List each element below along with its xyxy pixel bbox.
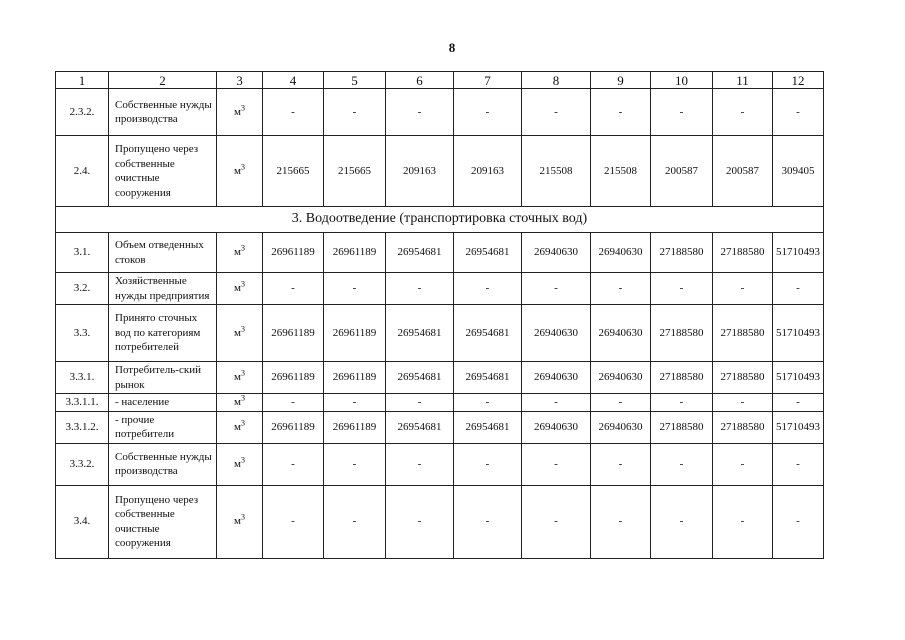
value-cell: - <box>263 89 324 136</box>
row-code: 3.1. <box>56 233 109 273</box>
value-cell: - <box>651 273 713 305</box>
section-header-row <box>56 207 824 233</box>
value-cell: 26954681 <box>454 411 522 443</box>
value-cell: - <box>263 394 324 412</box>
value-cell: - <box>386 443 454 485</box>
unit-exponent: 3 <box>240 243 245 253</box>
value-cell: 26940630 <box>522 233 591 273</box>
value-cell: - <box>522 485 591 558</box>
table-row <box>56 273 824 305</box>
value-cell: 26940630 <box>591 233 651 273</box>
row-code: 2.3.2. <box>56 89 109 136</box>
row-label: - население <box>109 394 217 412</box>
column-header: 2 <box>109 72 217 89</box>
value-cell: - <box>386 485 454 558</box>
table-row <box>56 411 824 443</box>
unit-cell <box>217 394 263 412</box>
column-header: 12 <box>773 72 824 89</box>
value-cell: - <box>324 443 386 485</box>
column-header: 11 <box>713 72 773 89</box>
unit-base: м <box>234 420 241 433</box>
value-cell: 26954681 <box>454 233 522 273</box>
value-cell: 26961189 <box>263 362 324 394</box>
value-cell: - <box>591 485 651 558</box>
value-cell: - <box>324 89 386 136</box>
value-cell: 51710493 <box>773 305 824 362</box>
value-cell: - <box>386 273 454 305</box>
value-cell: 27188580 <box>651 362 713 394</box>
row-code: 3.3.2. <box>56 443 109 485</box>
value-cell: 26954681 <box>454 362 522 394</box>
row-code: 3.2. <box>56 273 109 305</box>
unit-base: м <box>234 396 241 408</box>
data-table <box>55 71 824 559</box>
unit-exponent: 3 <box>240 103 245 113</box>
column-header: 1 <box>56 72 109 89</box>
value-cell: 26940630 <box>522 362 591 394</box>
column-header: 8 <box>522 72 591 89</box>
table-row <box>56 485 824 558</box>
row-code: 2.4. <box>56 136 109 207</box>
value-cell: 26954681 <box>386 305 454 362</box>
value-cell: 51710493 <box>773 411 824 443</box>
unit-exponent: 3 <box>240 279 245 289</box>
value-cell: 215665 <box>324 136 386 207</box>
value-cell: 51710493 <box>773 233 824 273</box>
value-cell: - <box>454 89 522 136</box>
row-label: Пропущено через собственные очистные сооружения <box>109 136 217 207</box>
value-cell: - <box>591 89 651 136</box>
column-header: 7 <box>454 72 522 89</box>
row-label: Принято сточных вод по категориям потребителей <box>109 305 217 362</box>
value-cell: - <box>263 443 324 485</box>
row-label: Хозяйственные нужды предприятия <box>109 273 217 305</box>
value-cell: - <box>386 394 454 412</box>
value-cell: - <box>773 273 824 305</box>
value-cell: - <box>773 485 824 558</box>
table-row <box>56 233 824 273</box>
unit-cell <box>217 233 263 273</box>
value-cell: 27188580 <box>651 305 713 362</box>
unit-base: м <box>234 105 241 118</box>
value-cell: - <box>591 443 651 485</box>
value-cell: 27188580 <box>651 233 713 273</box>
value-cell: - <box>263 273 324 305</box>
value-cell: 26954681 <box>386 362 454 394</box>
unit-cell <box>217 136 263 207</box>
header-row <box>56 72 824 89</box>
value-cell: 26954681 <box>454 305 522 362</box>
value-cell: 209163 <box>454 136 522 207</box>
value-cell: - <box>651 485 713 558</box>
value-cell: - <box>651 89 713 136</box>
value-cell: - <box>713 89 773 136</box>
table-row <box>56 362 824 394</box>
row-label: - прочие потребители <box>109 411 217 443</box>
unit-exponent: 3 <box>240 324 245 334</box>
value-cell: 26961189 <box>324 233 386 273</box>
value-cell: 200587 <box>713 136 773 207</box>
unit-cell <box>217 305 263 362</box>
value-cell: - <box>713 394 773 412</box>
value-cell: 26940630 <box>591 411 651 443</box>
value-cell: 215508 <box>591 136 651 207</box>
value-cell: 209163 <box>386 136 454 207</box>
value-cell: - <box>386 89 454 136</box>
unit-cell <box>217 362 263 394</box>
value-cell: - <box>522 89 591 136</box>
value-cell: - <box>591 273 651 305</box>
value-cell: - <box>324 394 386 412</box>
page-number: 8 <box>448 40 456 55</box>
row-code: 3.4. <box>56 485 109 558</box>
value-cell: - <box>713 273 773 305</box>
column-header: 3 <box>217 72 263 89</box>
value-cell: - <box>713 485 773 558</box>
table-row <box>56 394 824 412</box>
unit-exponent: 3 <box>240 368 245 378</box>
value-cell: - <box>324 485 386 558</box>
row-label: Пропущено через собственные очистные сооружения <box>109 485 217 558</box>
row-label: Собственные нужды производства <box>109 89 217 136</box>
value-cell: - <box>454 485 522 558</box>
value-cell: 27188580 <box>651 411 713 443</box>
value-cell: 26954681 <box>386 411 454 443</box>
table-row <box>56 89 824 136</box>
unit-cell <box>217 273 263 305</box>
value-cell: 309405 <box>773 136 824 207</box>
value-cell: 51710493 <box>773 362 824 394</box>
value-cell: - <box>263 485 324 558</box>
value-cell: 26954681 <box>386 233 454 273</box>
row-label: Собственные нужды производства <box>109 443 217 485</box>
row-label: Объем отведенных стоков <box>109 233 217 273</box>
table-row <box>56 136 824 207</box>
unit-exponent: 3 <box>240 393 245 403</box>
column-header: 4 <box>263 72 324 89</box>
value-cell: - <box>713 443 773 485</box>
column-header: 6 <box>386 72 454 89</box>
unit-cell <box>217 89 263 136</box>
value-cell: 26940630 <box>591 362 651 394</box>
table-row <box>56 443 824 485</box>
value-cell: - <box>324 273 386 305</box>
value-cell: - <box>454 394 522 412</box>
row-label: Потребитель-ский рынок <box>109 362 217 394</box>
unit-exponent: 3 <box>240 455 245 465</box>
value-cell: - <box>454 443 522 485</box>
value-cell: - <box>773 443 824 485</box>
unit-exponent: 3 <box>240 162 245 172</box>
value-cell: 26940630 <box>591 305 651 362</box>
row-code: 3.3.1.2. <box>56 411 109 443</box>
column-header: 10 <box>651 72 713 89</box>
row-code: 3.3.1. <box>56 362 109 394</box>
value-cell: 26961189 <box>263 305 324 362</box>
unit-base: м <box>234 515 241 528</box>
value-cell: 27188580 <box>713 233 773 273</box>
column-header: 9 <box>591 72 651 89</box>
unit-cell <box>217 443 263 485</box>
value-cell: 200587 <box>651 136 713 207</box>
value-cell: - <box>454 273 522 305</box>
value-cell: 27188580 <box>713 411 773 443</box>
column-header: 5 <box>324 72 386 89</box>
value-cell: 26961189 <box>263 233 324 273</box>
value-cell: 26940630 <box>522 305 591 362</box>
value-cell: - <box>522 443 591 485</box>
value-cell: - <box>522 273 591 305</box>
row-code: 3.3.1.1. <box>56 394 109 412</box>
value-cell: 215508 <box>522 136 591 207</box>
unit-cell <box>217 411 263 443</box>
value-cell: 215665 <box>263 136 324 207</box>
unit-base: м <box>234 457 241 470</box>
value-cell: - <box>773 394 824 412</box>
unit-base: м <box>234 282 241 295</box>
value-cell: 26940630 <box>522 411 591 443</box>
value-cell: - <box>591 394 651 412</box>
row-code: 3.3. <box>56 305 109 362</box>
unit-base: м <box>234 164 241 177</box>
unit-base: м <box>234 371 241 384</box>
unit-exponent: 3 <box>240 418 245 428</box>
value-cell: - <box>773 89 824 136</box>
value-cell: - <box>522 394 591 412</box>
value-cell: 27188580 <box>713 305 773 362</box>
unit-exponent: 3 <box>240 512 245 522</box>
table-row <box>56 305 824 362</box>
value-cell: 26961189 <box>324 411 386 443</box>
value-cell: 26961189 <box>324 362 386 394</box>
section-title: 3. Водоотведение (транспортировка сточных вод) <box>56 207 824 233</box>
unit-base: м <box>234 246 241 259</box>
value-cell: 26961189 <box>324 305 386 362</box>
value-cell: 27188580 <box>713 362 773 394</box>
value-cell: - <box>651 394 713 412</box>
unit-base: м <box>234 326 241 339</box>
unit-cell <box>217 485 263 558</box>
value-cell: - <box>651 443 713 485</box>
value-cell: 26961189 <box>263 411 324 443</box>
